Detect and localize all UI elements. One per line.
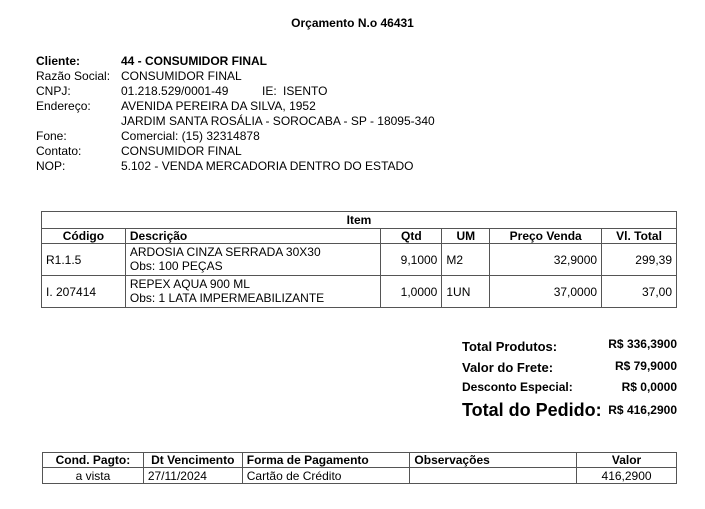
- item-descricao-text: ARDOSIA CINZA SERRADA 30X30: [129, 245, 321, 259]
- items-caption: Item: [42, 212, 677, 229]
- razao-social-value: CONSUMIDOR FINAL: [121, 69, 242, 83]
- item-descricao: [125, 244, 381, 276]
- item-qtd: 1,0000: [381, 276, 442, 308]
- table-row: [42, 244, 677, 276]
- nop-value: 5.102 - VENDA MERCADORIA DENTRO DO ESTADO: [121, 159, 414, 173]
- cnpj-label: CNPJ:: [36, 84, 71, 98]
- item-um: 1UN: [442, 276, 490, 308]
- payment-cond: a vista: [43, 468, 144, 484]
- item-codigo: R1.1.5: [42, 244, 126, 276]
- header-codigo: Código: [42, 229, 126, 244]
- item-total: 299,39: [602, 244, 677, 276]
- item-preco: 37,0000: [490, 276, 602, 308]
- header-vl-total: Vl. Total: [602, 229, 677, 244]
- nop-label: NOP:: [36, 159, 66, 173]
- ie-value: ISENTO: [283, 84, 328, 98]
- endereco-line2: JARDIM SANTA ROSÁLIA - SOROCABA - SP - 18095-340: [121, 114, 435, 128]
- item-obs: Obs: 100 PEÇAS: [129, 259, 223, 273]
- header-preco-venda: Preço Venda: [490, 229, 602, 244]
- payment-obs: [410, 468, 577, 484]
- valor-frete-value: R$ 79,9000: [614, 359, 677, 373]
- payment-vencimento: 27/11/2024: [143, 468, 242, 484]
- payment-valor: 416,2900: [577, 468, 677, 484]
- item-total: 37,00: [602, 276, 677, 308]
- item-qtd: 9,1000: [381, 244, 442, 276]
- item-descricao: [125, 276, 381, 308]
- header-dt-vencimento: Dt Vencimento: [143, 453, 242, 468]
- contato-value: CONSUMIDOR FINAL: [121, 144, 242, 158]
- item-preco: 32,9000: [490, 244, 602, 276]
- contato-label: Contato:: [36, 144, 82, 158]
- total-pedido-label: Total do Pedido:: [462, 400, 602, 420]
- table-row: [43, 468, 677, 484]
- item-obs: Obs: 1 LATA IMPERMEABILIZANTE: [129, 291, 325, 305]
- fone-label: Fone:: [36, 129, 67, 143]
- fone-value: Comercial: (15) 32314878: [121, 129, 260, 143]
- payment-forma: Cartão de Crédito: [242, 468, 410, 484]
- total-pedido-value: R$ 416,2900: [608, 403, 677, 417]
- total-produtos-value: R$ 336,3900: [608, 337, 677, 351]
- endereco-label: Endereço:: [36, 99, 91, 113]
- items-table: [41, 211, 677, 308]
- desconto-especial-label: Desconto Especial:: [462, 380, 573, 394]
- item-descricao-text: REPEX AQUA 900 ML: [129, 277, 250, 291]
- header-descricao: Descrição: [125, 229, 381, 244]
- cnpj-value: 01.218.529/0001-49: [121, 84, 229, 98]
- item-codigo: I. 207414: [42, 276, 126, 308]
- item-um: M2: [442, 244, 490, 276]
- header-qtd: Qtd: [381, 229, 442, 244]
- header-observacoes: Observações: [410, 453, 577, 468]
- header-forma-pagamento: Forma de Pagamento: [242, 453, 410, 468]
- ie-label: IE:: [262, 84, 277, 98]
- cliente-label: Cliente:: [36, 54, 81, 68]
- document-title: Orçamento N.o 46431: [291, 16, 414, 30]
- valor-frete-label: Valor do Frete:: [462, 360, 554, 375]
- desconto-especial-value: R$ 0,0000: [621, 380, 677, 394]
- header-valor: Valor: [577, 453, 677, 468]
- razao-social-label: Razão Social:: [36, 69, 111, 83]
- cliente-value: 44 - CONSUMIDOR FINAL: [121, 54, 268, 68]
- endereco-line1: AVENIDA PEREIRA DA SILVA, 1952: [121, 99, 316, 113]
- payment-table: [42, 452, 677, 484]
- table-row: [42, 276, 677, 308]
- header-cond-pagto: Cond. Pagto:: [43, 453, 144, 468]
- header-um: UM: [442, 229, 490, 244]
- total-produtos-label: Total Produtos:: [462, 339, 558, 354]
